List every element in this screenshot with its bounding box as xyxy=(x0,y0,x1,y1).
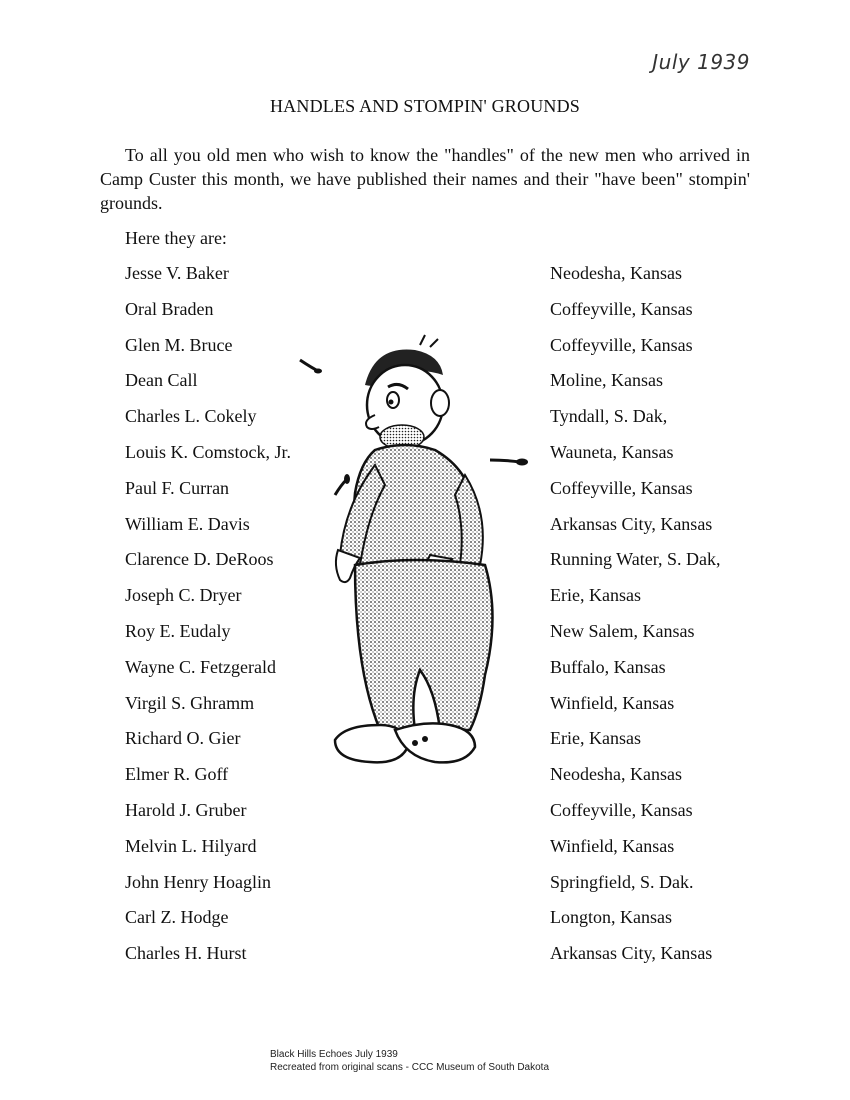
roster-row xyxy=(125,693,765,729)
recruit-name: Charles L. Cokely xyxy=(125,406,257,427)
recruit-name: Clarence D. DeRoos xyxy=(125,549,274,570)
hometown: Coffeyville, Kansas xyxy=(550,799,693,820)
footer-source-line: Black Hills Echoes July 1939 xyxy=(270,1049,398,1060)
hometown: Neodesha, Kansas xyxy=(550,764,682,785)
roster-row xyxy=(125,514,765,550)
recruit-name: Charles H. Hurst xyxy=(125,943,247,964)
hometown: New Salem, Kansas xyxy=(550,620,695,641)
hometown: Longton, Kansas xyxy=(550,907,672,928)
roster-row xyxy=(125,764,765,800)
roster-row xyxy=(125,943,765,979)
recruit-name: Dean Call xyxy=(125,370,198,391)
roster-row xyxy=(125,907,765,943)
roster-row xyxy=(125,585,765,621)
hometown: Winfield, Kansas xyxy=(550,835,675,856)
roster-lead-in: Here they are: xyxy=(125,228,227,248)
roster-row xyxy=(125,800,765,836)
recruit-name: Glen M. Bruce xyxy=(125,334,233,355)
recruit-name: William E. Davis xyxy=(125,513,250,534)
roster-row xyxy=(125,872,765,908)
recruit-name: Oral Braden xyxy=(125,298,214,319)
hometown: Arkansas City, Kansas xyxy=(550,513,713,534)
roster-row xyxy=(125,370,765,406)
recruit-name: Richard O. Gier xyxy=(125,728,241,749)
recruit-name: Louis K. Comstock, Jr. xyxy=(125,441,292,462)
roster-list xyxy=(125,263,765,979)
hometown: Wauneta, Kansas xyxy=(550,441,674,462)
hometown: Springfield, S. Dak. xyxy=(550,871,694,892)
hometown: Winfield, Kansas xyxy=(550,692,675,713)
hometown: Moline, Kansas xyxy=(550,370,663,391)
roster-row xyxy=(125,621,765,657)
hometown: Coffeyville, Kansas xyxy=(550,334,693,355)
roster-row xyxy=(125,728,765,764)
roster-row xyxy=(125,299,765,335)
hometown: Coffeyville, Kansas xyxy=(550,477,693,498)
recruit-name: Harold J. Gruber xyxy=(125,799,247,820)
recruit-name: Jesse V. Baker xyxy=(125,263,229,283)
hometown: Arkansas City, Kansas xyxy=(550,943,713,964)
roster-row xyxy=(125,478,765,514)
handwritten-date-note: July 1939 xyxy=(652,50,750,74)
hometown: Erie, Kansas xyxy=(550,585,641,606)
recruit-name: Carl Z. Hodge xyxy=(125,907,229,928)
hometown: Tyndall, S. Dak, xyxy=(550,406,668,427)
hometown: Neodesha, Kansas xyxy=(550,263,682,283)
hometown: Coffeyville, Kansas xyxy=(550,298,693,319)
roster-row xyxy=(125,657,765,693)
hometown: Running Water, S. Dak, xyxy=(550,549,721,570)
recruit-name: Paul F. Curran xyxy=(125,477,230,498)
roster-row xyxy=(125,263,765,299)
recruit-name: John Henry Hoaglin xyxy=(125,871,271,892)
roster-row xyxy=(125,549,765,585)
recruit-name: Wayne C. Fetzgerald xyxy=(125,656,276,677)
roster-row xyxy=(125,442,765,478)
recruit-name: Virgil S. Ghramm xyxy=(125,692,255,713)
roster-row xyxy=(125,335,765,371)
recruit-name: Melvin L. Hilyard xyxy=(125,835,257,856)
recruit-name: Elmer R. Goff xyxy=(125,764,229,785)
article-title: HANDLES AND STOMPIN' GROUNDS xyxy=(269,96,581,116)
recruit-name: Joseph C. Dryer xyxy=(125,585,242,606)
hometown: Buffalo, Kansas xyxy=(550,656,666,677)
intro-paragraph: To all you old men who wish to know the "handles" of the new men who arrived in Camp Custer this month, we have published their names and their "have been" stompin' grounds. xyxy=(100,145,750,213)
footer-credit-line: Recreated from original scans - CCC Museum of South Dakota xyxy=(270,1062,550,1073)
roster-row xyxy=(125,836,765,872)
roster-row xyxy=(125,406,765,442)
hometown: Erie, Kansas xyxy=(550,728,641,749)
page-footer xyxy=(270,1048,549,1074)
recruit-name: Roy E. Eudaly xyxy=(125,620,231,641)
